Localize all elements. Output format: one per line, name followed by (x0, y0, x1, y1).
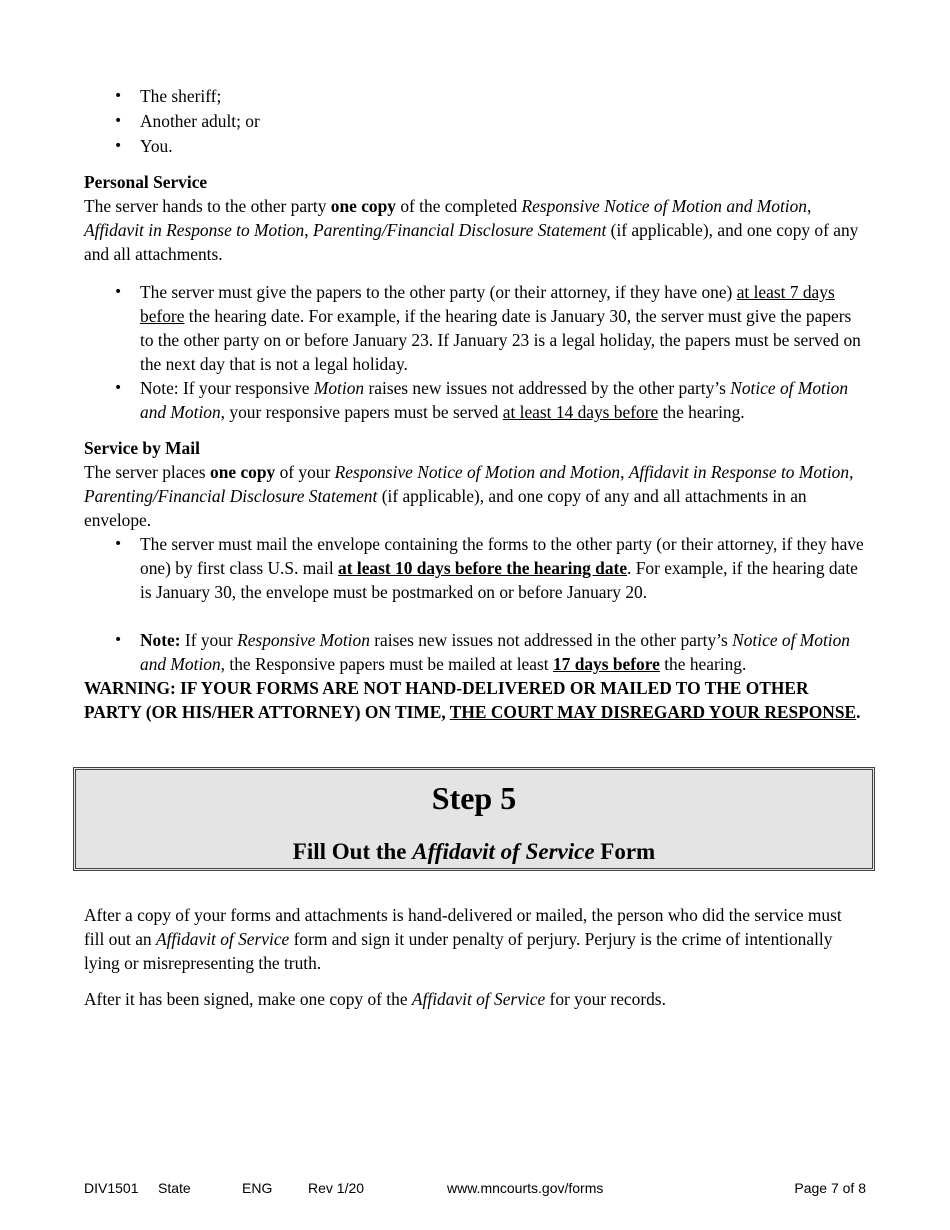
mail-service-heading: Service by Mail (84, 438, 200, 458)
footer-url-link[interactable]: www.mncourts.gov/forms (447, 1180, 604, 1196)
server-list (84, 84, 866, 158)
footer-form-number: DIV1501 (84, 1180, 139, 1196)
warning-text: WARNING: IF YOUR FORMS ARE NOT HAND-DELIVERED OR MAILED TO THE OTHER PARTY (OR HIS/HER ATTORNEY) ON TIME, THE COURT MAY DISREGARD YOUR RESPONSE. (84, 678, 861, 722)
affidavit-paragraph-1: After a copy of your forms and attachments is hand-delivered or mailed, the person who did the service must fill out an Affidavit of Service form and sign it under penalty of perjury. Perjury is the crime of intentionally lying or misrepresenting the truth. (84, 905, 842, 973)
affidavit-paragraph-2: After it has been signed, make one copy of the Affidavit of Service for your records. (84, 989, 666, 1009)
personal-service-list (84, 280, 866, 424)
footer-state: State (158, 1180, 191, 1196)
footer-language: ENG (242, 1180, 273, 1196)
list-item: • The sheriff; (84, 84, 866, 108)
mail-service-paragraph: The server places one copy of your Responsive Notice of Motion and Motion, Affidavit in Response to Motion, Parenting/Financial Disclosure Statement (if applicable), and one copy of any and all attachments in an envelope. (84, 462, 854, 530)
list-item: • Note: If your Responsive Motion raises new issues not addressed in the other party’s Notice of Motion and Motion, the Responsive papers must be mailed at least 17 days before the hearing. (84, 628, 866, 676)
list-item: • Note: If your responsive Motion raises new issues not addressed by the other party’s Notice of Motion and Motion, your responsive papers must be served at least 14 days before the hearing. (84, 376, 866, 424)
step-title: Step 5 (431, 780, 517, 816)
list-item: • The server must mail the envelope containing the forms to the other party (or their attorney, if they have one) by first class U.S. mail at least 10 days before the hearing date. For example, if the hearing date is January 30, the envelope must be postmarked on or before January 20. (84, 532, 866, 604)
affidavit-instructions (84, 903, 866, 1011)
step-5-banner (73, 767, 875, 871)
list-item: • You. (84, 134, 866, 158)
mail-service-list (84, 532, 866, 676)
list-item: • Another adult; or (84, 109, 866, 133)
footer-revision: Rev 1/20 (308, 1180, 365, 1196)
personal-service-paragraph: The server hands to the other party one copy of the completed Responsive Notice of Motion and Motion, Affidavit in Response to Motion, Parenting/Financial Disclosure Statement (if applicable), and one copy of any and all attachments. (84, 196, 859, 264)
document-body (84, 84, 866, 724)
footer-page-number: Page 7 of 8 (794, 1180, 866, 1196)
step-subtitle: Fill Out the Affidavit of Service Form (292, 839, 656, 864)
personal-service-heading: Personal Service (84, 172, 208, 192)
list-item: • The server must give the papers to the other party (or their attorney, if they have one) at least 7 days before the hearing date. For example, if the hearing date is January 30, the server must give the papers to the other party on or before January 23. If January 23 is a legal holiday, the papers must be served on the next day that is not a legal holiday. (84, 280, 866, 376)
